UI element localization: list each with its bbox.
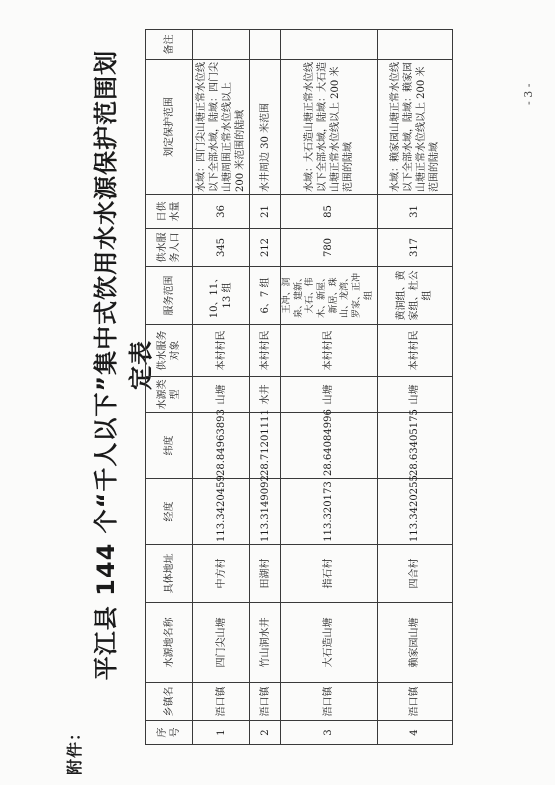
protection-table-container	[145, 30, 453, 745]
cell-source: 四门尖山塘	[193, 603, 250, 683]
protection-table	[145, 29, 453, 745]
header-cell: 水源地名称	[146, 603, 193, 683]
cell-latitude: 28.71201111	[250, 413, 281, 479]
table-row	[281, 30, 378, 745]
cell-population: 317	[377, 229, 452, 267]
header-cell: 序号	[146, 721, 193, 745]
cell-scope: 6、7 组	[250, 267, 281, 325]
cell-source: 大石造山塘	[281, 603, 378, 683]
cell-address: 四合村	[377, 545, 452, 603]
cell-type: 山塘	[193, 377, 250, 413]
cell-town: 浯口镇	[377, 683, 452, 721]
cell-type: 山塘	[377, 377, 452, 413]
header-cell: 乡镇名	[146, 683, 193, 721]
header-cell: 划定保护范围	[146, 60, 193, 195]
cell-address: 田湖村	[250, 545, 281, 603]
cell-population: 345	[193, 229, 250, 267]
cell-target: 本村村民	[377, 325, 452, 377]
cell-scope: 黄洞组、黄家组、杜公组	[377, 267, 452, 325]
cell-daily-supply: 21	[250, 195, 281, 229]
cell-latitude: 28.63405175	[377, 413, 452, 479]
cell-source: 赖家园山塘	[377, 603, 452, 683]
header-cell: 水源类型	[146, 377, 193, 413]
cell-daily-supply: 85	[281, 195, 378, 229]
header-cell: 供水服务人口	[146, 229, 193, 267]
cell-longitude: 113.3420255	[377, 479, 452, 545]
cell-longitude: 113.3420459	[193, 479, 250, 545]
cell-note	[193, 30, 250, 60]
table-header-row	[146, 30, 193, 745]
cell-address: 中方村	[193, 545, 250, 603]
cell-target: 本村村民	[193, 325, 250, 377]
cell-no: 2	[250, 721, 281, 745]
annex-label: 附件：	[65, 723, 84, 775]
table-row	[193, 30, 250, 745]
header-cell: 备注	[146, 30, 193, 60]
cell-population: 780	[281, 229, 378, 267]
header-cell: 纬度	[146, 413, 193, 479]
cell-type: 山塘	[281, 377, 378, 413]
cell-longitude: 113.3149092	[250, 479, 281, 545]
cell-daily-supply: 36	[193, 195, 250, 229]
cell-scope: 10、11、13 组	[193, 267, 250, 325]
cell-longitude: 113.320173	[281, 479, 378, 545]
cell-address: 指石村	[281, 545, 378, 603]
cell-daily-supply: 31	[377, 195, 452, 229]
cell-protection: 水域：大石造山塘正常水位线以下全部水域，陆域：大石造山塘正常水位线以上 200 米范围的陆域	[281, 60, 378, 195]
header-cell: 供水服务对象	[146, 325, 193, 377]
cell-no: 4	[377, 721, 452, 745]
table-row	[250, 30, 281, 745]
header-cell: 服务范围	[146, 267, 193, 325]
cell-protection: 水域：赖家园山塘正常水位线以下全部水域，陆域：赖家园山塘正常水位线以上 200 米范围的陆域	[377, 60, 452, 195]
page-title: 平江县 144 个“千人以下”集中式饮用水水源保护范围划定表	[92, 49, 155, 681]
cell-latitude: 28.84963893	[193, 413, 250, 479]
cell-no: 1	[193, 721, 250, 745]
cell-scope: 王冲、洞泉、建新、大石、伟木、新屋、新居、珠山、龙湾、罗家、正冲组	[281, 267, 378, 325]
page-number: - 3 -	[522, 83, 535, 105]
header-cell: 具体地址	[146, 545, 193, 603]
cell-type: 水井	[250, 377, 281, 413]
cell-no: 3	[281, 721, 378, 745]
cell-target: 本村村民	[250, 325, 281, 377]
cell-note	[250, 30, 281, 60]
table-row	[377, 30, 452, 745]
cell-protection: 水井周边 30 米范围	[250, 60, 281, 195]
cell-note	[281, 30, 378, 60]
cell-target: 本村村民	[281, 325, 378, 377]
cell-source: 竹山洞水井	[250, 603, 281, 683]
header-cell: 经度	[146, 479, 193, 545]
cell-town: 浯口镇	[250, 683, 281, 721]
header-cell: 日供水量	[146, 195, 193, 229]
cell-town: 浯口镇	[281, 683, 378, 721]
cell-latitude: 28.64084996	[281, 413, 378, 479]
cell-town: 浯口镇	[193, 683, 250, 721]
cell-population: 212	[250, 229, 281, 267]
cell-note	[377, 30, 452, 60]
cell-protection: 水域：四门尖山塘正常水位线以下全部水域，陆域：四门尖山塘周围正常水位线以上 200 米范围的陆域	[193, 60, 250, 195]
